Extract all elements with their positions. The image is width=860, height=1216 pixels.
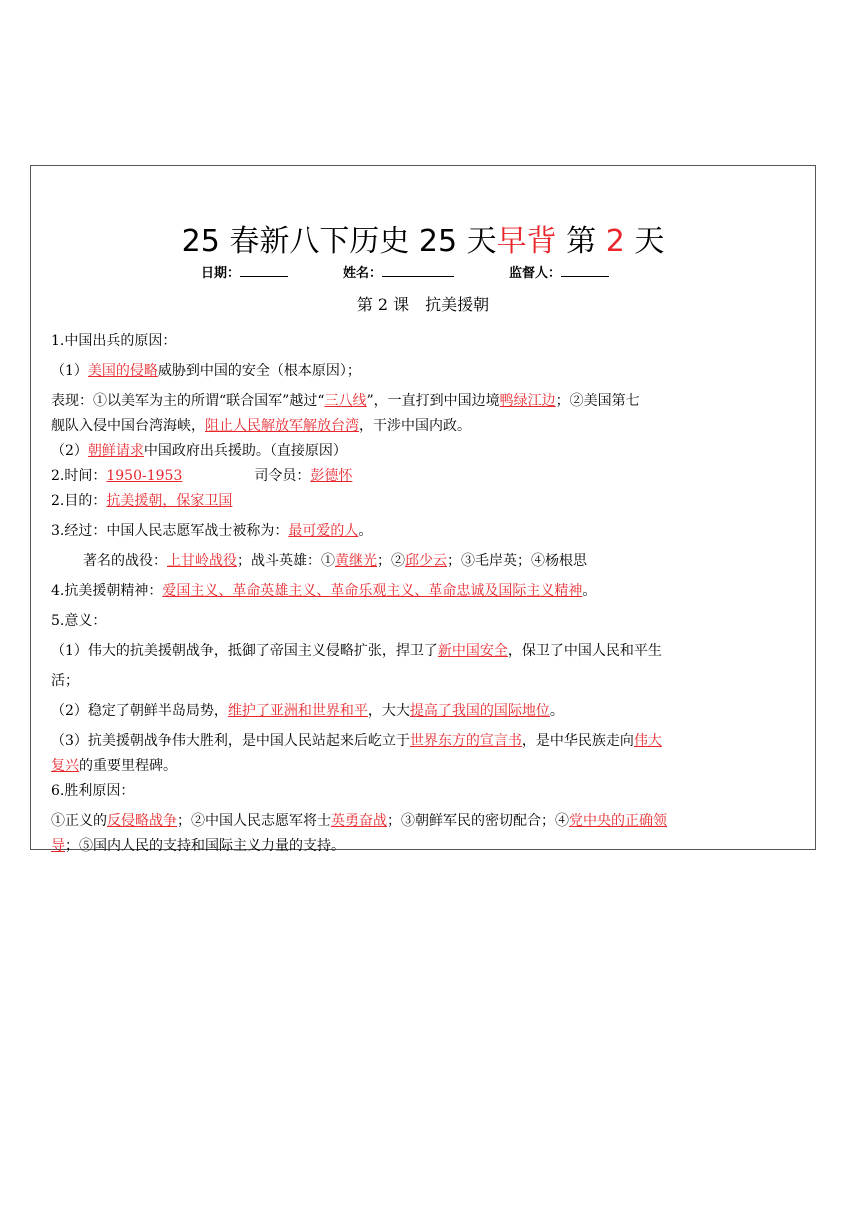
supervisor-blank xyxy=(561,264,609,277)
significance-3-cont: 复兴的重要里程碑。 xyxy=(51,758,177,774)
title-day-number: 2 xyxy=(605,224,625,259)
page-title xyxy=(31,216,815,260)
content-body xyxy=(51,326,807,856)
date-field: 日期： xyxy=(201,262,288,281)
title-text-2: 第 xyxy=(556,224,606,259)
victory-reasons-line-2: 导；⑤国内人民的支持和国际主义力量的支持。 xyxy=(51,838,345,854)
section-6-heading: 6.胜利原因： xyxy=(51,783,135,799)
significance-3: （3）抗美援朝战争伟大胜利，是中国人民站起来后屹立于世界东方的宣言书，是中华民族走向伟大 xyxy=(51,733,662,749)
worksheet-card xyxy=(30,165,816,854)
significance-1: （1）伟大的抗美援朝战争，抵御了帝国主义侵略扩张，捍卫了新中国安全，保卫了中国人民和平生 xyxy=(51,643,662,659)
spirit-line: 4.抗美援朝精神：爱国主义、革命英雄主义、革命乐观主义、革命忠诚及国际主义精神。 xyxy=(51,583,597,599)
name-blank xyxy=(382,264,454,277)
title-highlight: 早背 xyxy=(496,224,557,259)
reason-2: （2）朝鲜请求中国政府出兵援助。（直接原因） xyxy=(51,443,347,459)
section-5-heading: 5.意义： xyxy=(51,613,107,629)
battles-line: 著名的战役：上甘岭战役；战斗英雄：①黄继光；②邱少云；③毛岸英；④杨根思 xyxy=(83,553,587,569)
significance-1-cont: 活； xyxy=(51,673,79,689)
process-line: 3.经过：中国人民志愿军战士被称为：最可爱的人。 xyxy=(51,523,373,539)
supervisor-field: 监督人： xyxy=(509,262,609,281)
title-text: 25 春新八下历史 25 天 xyxy=(181,224,497,259)
date-blank xyxy=(240,264,288,277)
purpose-line: 2.目的：抗美援朝，保家卫国 xyxy=(51,493,233,509)
victory-reasons-line-1: ①正义的反侵略战争；②中国人民志愿军将士英勇奋战；③朝鲜军民的密切配合；④党中央的正确领 xyxy=(51,813,667,829)
reason-1: （1）美国的侵略威胁到中国的安全（根本原因）； xyxy=(51,363,361,379)
title-text-3: 天 xyxy=(624,224,665,259)
time-line: 2.时间：1950-1953 司令员：彭德怀 xyxy=(51,468,353,484)
lesson-title: 第 2 课 抗美援朝 xyxy=(356,295,490,314)
manifestation-line-1: 表现：①以美军为主的所谓“联合国军”越过“三八线”，一直打到中国边境鸭绿江边；②美国第七 xyxy=(51,393,640,409)
name-field: 姓名： xyxy=(343,262,454,281)
significance-2: （2）稳定了朝鲜半岛局势，维护了亚洲和世界和平，大大提高了我国的国际地位。 xyxy=(51,703,564,719)
section-1-heading: 1.中国出兵的原因： xyxy=(51,333,177,349)
manifestation-line-2: 舰队入侵中国台湾海峡，阻止人民解放军解放台湾，干涉中国内政。 xyxy=(51,418,471,434)
